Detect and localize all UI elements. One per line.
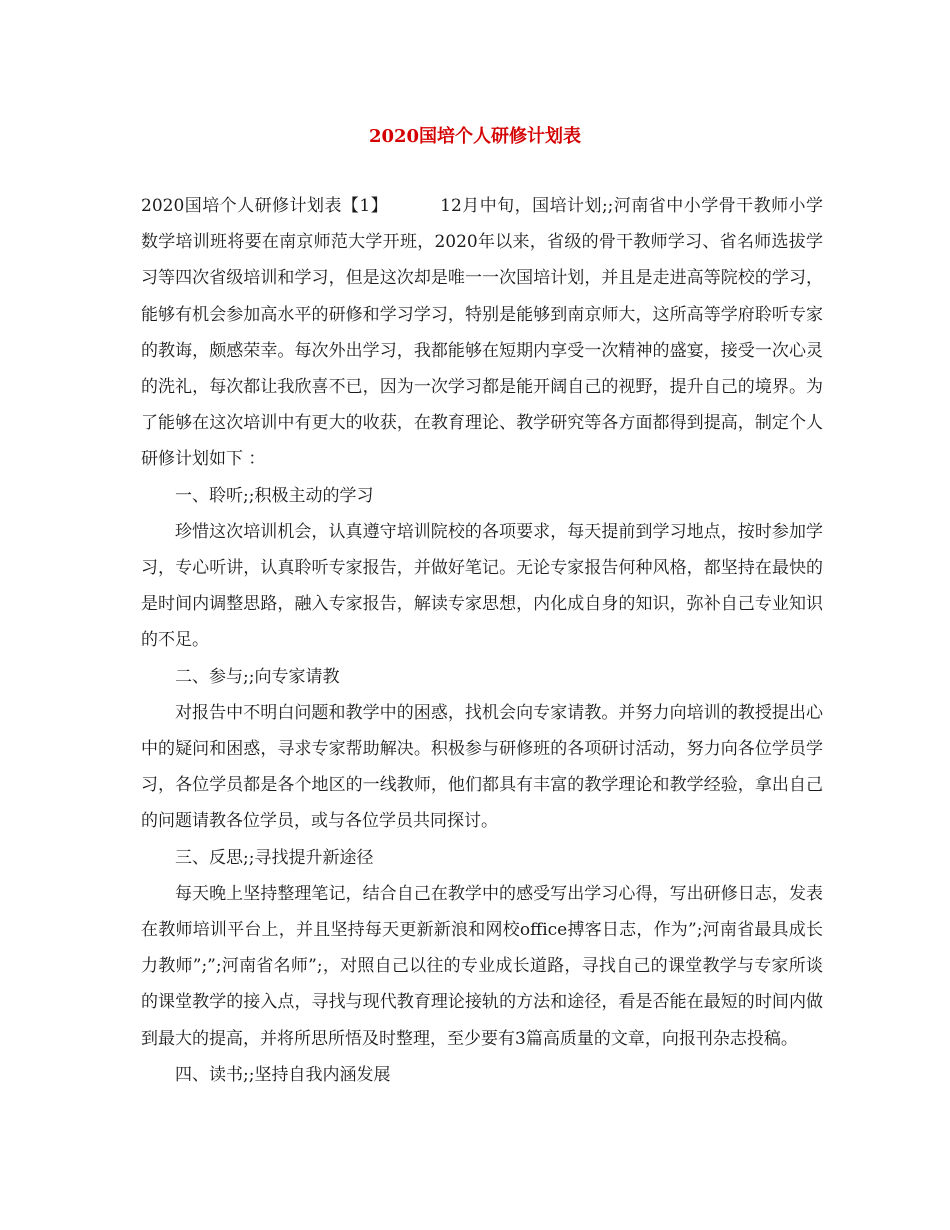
intro-text: 12月中旬，国培计划;;河南省中小学骨干教师小学数学培训班将要在南京师范大学开班，2020年以来，省级的骨干教师学习、省名师选拔学习等四次省级培训和学习，但是这次却是唯一一次国培计划，并且是走进高等院校的学习，能够有机会参加高水平的研修和学习学习，特别是能够到南京师大，这所高等学府聆听专家的教诲，颇感荣幸。每次外出学习，我都能够在短期内享受一次精神的盛宴，接受一次心灵的洗礼，每次都让我欣喜不已，因为一次学习都是能开阔自己的视野，提升自己的境界。为了能够在这次培训中有更大的收获，在教育理论、教学研究等各方面都得到提高，制定个人研修计划如下 ：: [141, 196, 823, 470]
section-body-2: 对报告中不明白问题和教学中的困惑，找机会向专家请教。并努力向培训的教授提出心中的疑问和困惑，寻求专家帮助解决。积极参与研修班的各项研讨活动，努力向各位学员学习，各位学员都是各个地区的一线教师，他们都具有丰富的教学理论和教学经验，拿出自己的问题请教各位学员，或与各位学员共同探讨。: [141, 702, 823, 832]
section-heading-1: 一、聆听;;积极主动的学习: [175, 485, 374, 506]
document-body: [141, 188, 823, 1093]
document-title: 2020国培个人研修计划表: [368, 126, 582, 147]
intro-paragraph: [141, 188, 823, 478]
section-body-1: 珍惜这次培训机会，认真遵守培训院校的各项要求，每天提前到学习地点，按时参加学习，专心听讲，认真聆听专家报告，并做好笔记。无论专家报告何种风格，都坚持在最快的是时间内调整思路，融入专家报告，解读专家思想，内化成自身的知识，弥补自己专业知识的不足。: [141, 521, 823, 651]
section-body-3: 每天晚上坚持整理笔记，结合自己在教学中的感受写出学习心得，写出研修日志，发表在教师培训平台上，并且坚持每天更新新浪和网校office搏客日志，作为”;河南省最具成长力教师”;”;河南省名师”;，对照自己以往的专业成长道路，寻找自己的课堂教学与专家所谈的课堂教学的接入点，寻找与现代教育理论接轨的方法和途径，看是否能在最短的时间内做到最大的提高，并将所思所悟及时整理，至少要有3篇高质量的文章，向报刊杂志投稿。: [141, 883, 823, 1049]
section-heading-3: 三、反思;;寻找提升新途径: [175, 847, 374, 868]
section-heading-4: 四、读书;;坚持自我内涵发展: [175, 1064, 391, 1085]
intro-prefix: 2020国培个人研修计划表【1】: [141, 196, 389, 216]
section-heading-2: 二、参与;;向专家请教: [175, 666, 340, 687]
